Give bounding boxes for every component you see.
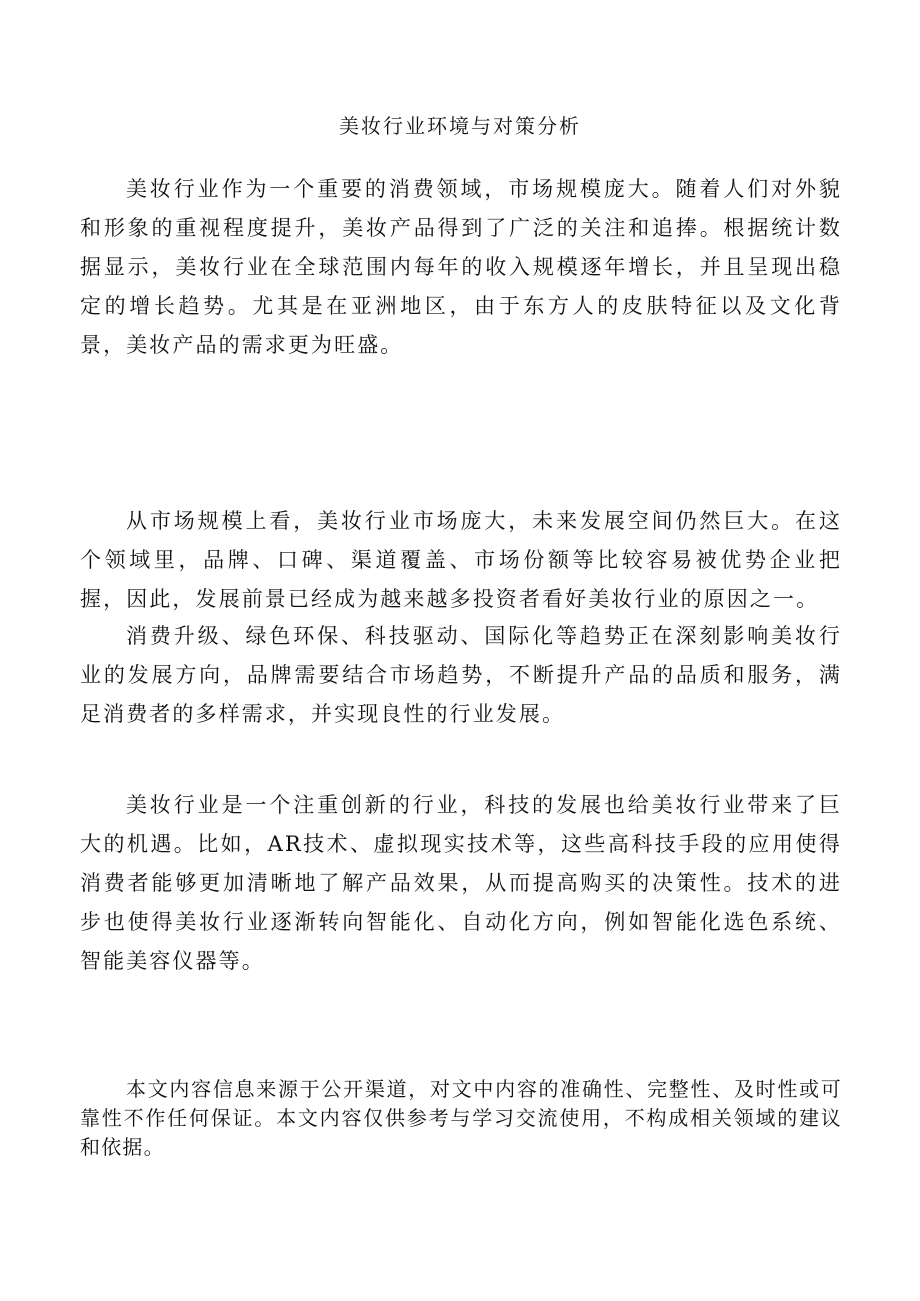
body-paragraph-2: 从市场规模上看，美妆行业市场庞大，未来发展空间仍然巨大。在这个领域里，品牌、口碑、渠道覆盖、市场份额等比较容易被优势企业把握，因此，发展前景已经成为越来越多投资者看好美妆行业的原因之一。 xyxy=(80,509,842,611)
body-paragraph-4: 美妆行业是一个注重创新的行业，科技的发展也给美妆行业带来了巨大的机遇。比如，AR技术、虚拟现实技术等，这些高科技手段的应用使得消费者能够更加清晰地了解产品效果，从而提高购买的决策性。技术的进步也使得美妆行业逐渐转向智能化、自动化方向，例如智能化选色系统、智能美容仪器等。 xyxy=(80,793,842,973)
document-title: 美妆行业环境与对策分析 xyxy=(339,114,581,138)
disclaimer-note: 本文内容信息来源于公开渠道，对文中内容的准确性、完整性、及时性或可靠性不作任何保证。本文内容仅供参考与学习交流使用，不构成相关领域的建议和依据。 xyxy=(80,1077,842,1159)
body-paragraph-3: 消费升级、绿色环保、科技驱动、国际化等趋势正在深刻影响美妆行业的发展方向，品牌需要结合市场趋势，不断提升产品的品质和服务，满足消费者的多样需求，并实现良性的行业发展。 xyxy=(80,624,842,726)
body-paragraph-1: 美妆行业作为一个重要的消费领域，市场规模庞大。随着人们对外貌和形象的重视程度提升，美妆产品得到了广泛的关注和追捧。根据统计数据显示，美妆行业在全球范围内每年的收入规模逐年增长，并且呈现出稳定的增长趋势。尤其是在亚洲地区，由于东方人的皮肤特征以及文化背景，美妆产品的需求更为旺盛。 xyxy=(80,177,842,357)
